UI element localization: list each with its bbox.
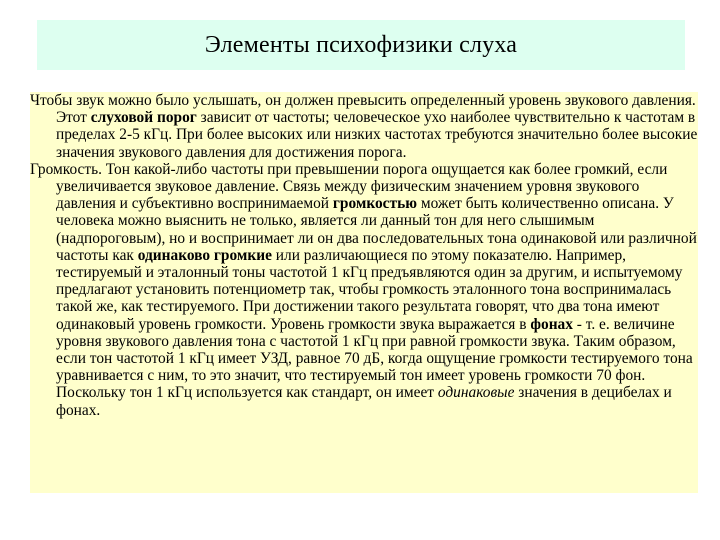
content-box	[30, 92, 698, 493]
text-segment: Чтобы звук можно было услышать, он должен превысить определенный уровень звукового давления. Этот	[30, 92, 696, 127]
term-phons: фонах	[530, 315, 573, 333]
text-segment: Громкость. Тон какой-либо частоты при превышении порога ощущается как более громкий, если увеличивается звуковое давление. Связь между физическим значением уровня звукового давления и субъективно воспринимаемой	[30, 160, 668, 213]
term-loudness: громкостью	[332, 195, 417, 213]
text-segment: значения в децибелах и фонах.	[56, 384, 672, 419]
paragraph-loudness	[30, 161, 698, 419]
text-segment: может быть количественно описана. У человека можно выяснить не только, является ли данный тон для него слышимым (надпороговым), но и воспринимает ли он два последовательных тона одинаковой или различной частоты как	[56, 195, 697, 264]
text-segment: - т. е. величине уровня звукового давления тона с частотой 1 кГц при равной громкости звука. Таким образом, если тон частотой 1 кГц имеет УЗД, равное 70 дБ, когда ощущение громкости тестируемого тона уравнивается с ним, то это значит, что тестируемый тон имеет уровень громкости 70 фон. Поскольку тон 1 кГц используется как стандарт, он имеет	[56, 315, 693, 402]
term-identical: одинаковые	[437, 384, 515, 402]
text-segment: зависит от частоты; человеческое ухо наиболее чувствительно к частотам в пределах 2-5 кГц. При более высоких или низких частотах требуются значительно более высокие значения звукового давления для достижения порога.	[56, 109, 698, 161]
term-equally-loud: одинаково громкие	[137, 246, 272, 264]
text-segment: или различающиеся по этому показателю. Например, тестируемый и эталонный тоны частотой 1 кГц предъявляются один за другим, и испытуемому предлагают установить потенциометр так, чтобы громкость эталонного тона воспринималась такой же, как тестируемого. При достижении такого результата говорят, что два тона имеют одинаковый уровень громкости. Уровень громкости звука выражается в	[56, 246, 683, 333]
paragraph-hearing-threshold	[30, 92, 698, 161]
term-hearing-threshold: слуховой порог	[90, 109, 197, 127]
slide-title: Элементы психофизики слуха	[204, 31, 518, 58]
title-banner	[37, 20, 685, 70]
